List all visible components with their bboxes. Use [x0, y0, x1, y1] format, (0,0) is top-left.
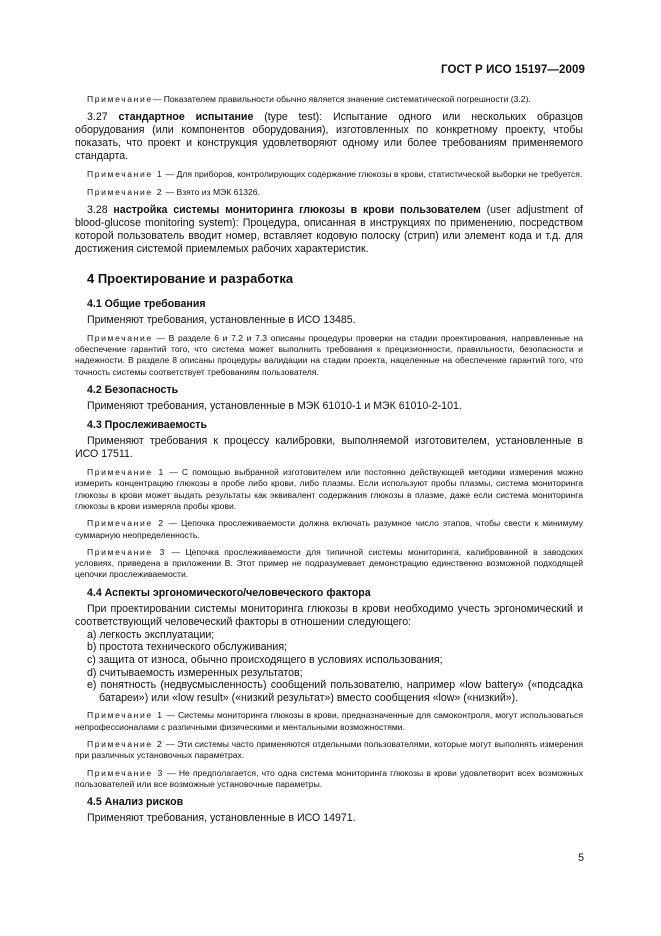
list-item: d) считываемость измеренных результатов;	[87, 666, 303, 679]
section-4-2-title: 4.2 Безопасность	[87, 384, 179, 397]
term: стандартное испытание	[118, 111, 254, 124]
note-3-27-1: Примечание 1 — Для приборов, контролирующих содержание глюкозы в крови, статистической выборки не требуется.	[87, 169, 583, 180]
section-4-3-title: 4.3 Прослеживаемость	[87, 419, 207, 432]
section-4-title: 4 Проектирование и разработка	[87, 270, 294, 286]
note-4-4-1: Примечание 1 — Системы мониторинга глюкозы в крови, предназначенные для самоконтроля, могут использоваться непрофессионалами с различными физическими и ментальными возможностями.	[75, 710, 584, 732]
list-item: е) понятность (недвусмысленность) сообщений пользователю, например «low battery» («подсадка батареи») или «low result» («низкий результат») вместо сообщения «low» («низкий»).	[87, 679, 583, 704]
section-4-5-text: Применяют требования, установленные в ИСО 14971.	[87, 812, 356, 825]
page-content	[75, 94, 583, 831]
note-4-1: Примечание — В разделе 6 и 7.2 и 7.3 описаны процедуры проверки на стадии проектирования, направленные на обеспечение гарантий того, что система может выполнить требования к прецизионности, правильности, безопасности и надежности. В разделе 8 описаны процедуры валидации на стадии проекта, нацеленные на обеспечение гарантий того, что точность системы соответствует требованиям пользователя.	[75, 332, 583, 377]
definition-3-28: 3.28 настройка системы мониторинга глюкозы в крови пользователем (user adjustment of blood-glucose monitoring system): Процедура, описанная в инструкциях по применению, посредством которой пользователь вводит номер, вставляет кодовую полоску (стрип) или элемент кода и т.д. для достижения системой приемлемых рабочих характеристик.	[75, 203, 583, 255]
note-label: Примечание	[87, 94, 153, 104]
list-item: c) защита от износа, обычно происходящего в условиях использования;	[87, 653, 443, 666]
note-4-3-1: Примечание 1 — С помощью выбранной изготовителем или постоянно действующей методики измерения можно измерить концентрацию глюкозы в пробе либо крови, либо плазмы. Если используют пробы плазмы, система мониторинга глюкозы в крови может выдать результаты как эквивалент содержания глюкозы в плазме, даже если система мониторинга глюкозы в крови измеряла пробы крови.	[75, 467, 584, 511]
section-4-1-title: 4.1 Общие требования	[87, 297, 206, 310]
section-4-4-text: При проектировании системы мониторинга глюкозы в крови необходимо учесть эргономический и соответствующий человеческий факторы в отношении следующего:	[75, 602, 583, 628]
note-4-3-3: Примечание 3 — Цепочка прослеживаемости для типичной системы мониторинга, калиброванной в заводских условиях, приведена в приложении В. Этот пример не подразумевает демонстрацию единственно возможной подходящей цепочки прослеживаемости.	[75, 546, 584, 580]
list-item: а) легкость эксплуатации;	[87, 628, 215, 641]
list-item: b) простота технического обслуживания;	[87, 641, 288, 654]
document-header: ГОСТ Р ИСО 15197—2009	[440, 64, 585, 76]
section-4-1-text: Применяют требования, установленные в ИСО 13485.	[87, 313, 356, 326]
section-4-2-text: Применяют требования, установленные в МЭК 61010-1 и МЭК 61010-2-101.	[87, 400, 462, 413]
section-4-3-text: Применяют требования к процессу калибровки, выполняемой изготовителем, установленные в ИСО 17511.	[75, 435, 583, 461]
term: настройка системы мониторинга глюкозы в крови пользователем	[113, 203, 481, 216]
note-4-4-2: Примечание 2 — Эти системы часто применяются отдельными пользователями, которые могут выполнять измерения при различных установочных параметрах.	[75, 738, 584, 761]
requirements-list	[75, 629, 583, 705]
note-4-3-2: Примечание 2 — Цепочка прослеживаемости должна включать разумное число этапов, чтобы свести к минимуму суммарную неопределенность.	[75, 518, 583, 540]
definition-3-27: 3.27 стандартное испытание (type test): Испытание одного или нескольких образцов оборудования (или компонентов оборудования), изготовленных по конкретному проекту, чтобы показать, что проект и конструкция удовлетворяют одному или более требованиям применяемого стандарта.	[75, 111, 583, 163]
note-3-27-2: Примечание 2 — Взято из МЭК 61326.	[87, 186, 260, 197]
note-4-4-3: Примечание 3 — Не предполагается, что одна система мониторинга глюкозы в крови удовлетворит всех возможных пользователей или все возможные установочные параметры.	[75, 767, 584, 789]
section-4-4-title: 4.4 Аспекты эргономического/человеческого фактора	[87, 586, 371, 599]
note-3-26: Примечание— Показателем правильности обычно является значение систематической погрешности (3.2).	[87, 94, 531, 104]
section-4-5-title: 4.5 Анализ рисков	[87, 796, 184, 809]
page-number: 5	[578, 852, 584, 864]
